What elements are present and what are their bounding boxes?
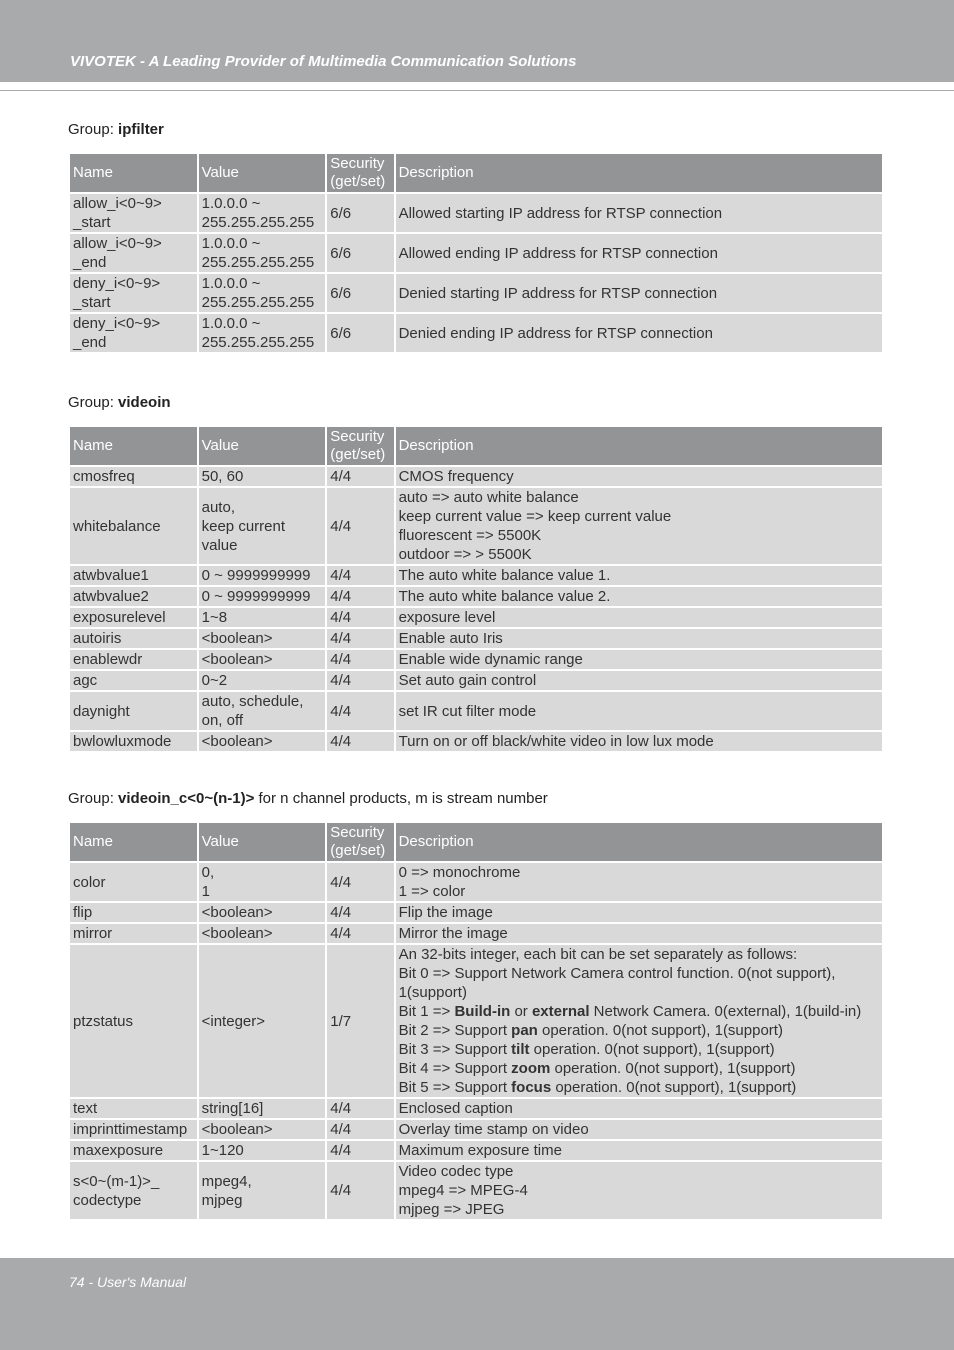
cell-line: mjpeg bbox=[201, 1191, 243, 1209]
group-name: ipfilter bbox=[118, 121, 164, 138]
cell-line: daynight bbox=[73, 702, 130, 720]
param-security-cell: 4/4 bbox=[327, 1141, 393, 1160]
param-value-cell bbox=[199, 1162, 326, 1219]
param-name-cell bbox=[70, 274, 197, 312]
cell-line: <boolean> bbox=[201, 651, 273, 668]
description-line: fluorescent => 5500K bbox=[398, 527, 542, 544]
column-header: Value bbox=[199, 427, 326, 465]
param-value-cell bbox=[199, 903, 326, 922]
emphasis: external bbox=[531, 1003, 590, 1020]
header-title: VIVOTEK - A Leading Provider of Multimedia Communication Solutions bbox=[70, 53, 577, 70]
cell-line: <boolean> bbox=[201, 904, 273, 921]
description-line: An 32-bits integer, each bit can be set separately as follows: bbox=[398, 946, 798, 963]
cell-line: value bbox=[201, 536, 238, 554]
param-name-cell bbox=[70, 488, 197, 564]
cell-line: 1.0.0.0 ~ bbox=[201, 235, 261, 252]
cell-line: whitebalance bbox=[73, 517, 161, 535]
param-name-cell bbox=[70, 924, 197, 943]
group-label-videoin bbox=[68, 394, 171, 411]
cell-line: 255.255.255.255 bbox=[201, 334, 315, 351]
param-security-cell: 4/4 bbox=[327, 566, 393, 585]
param-name-cell bbox=[70, 650, 197, 669]
param-security-cell: 6/6 bbox=[327, 194, 393, 232]
param-name-cell bbox=[70, 467, 197, 486]
cell-line: 1.0.0.0 ~ bbox=[201, 275, 261, 292]
param-description-cell bbox=[396, 903, 882, 922]
cell-line: codectype bbox=[73, 1191, 142, 1209]
param-value-cell bbox=[199, 608, 326, 627]
param-security-cell: 6/6 bbox=[327, 274, 393, 312]
cell-line: agc bbox=[73, 672, 98, 689]
param-description-cell bbox=[396, 608, 882, 627]
description-line: Allowed ending IP address for RTSP connection bbox=[398, 244, 718, 262]
column-header: Name bbox=[70, 427, 197, 465]
param-description-cell bbox=[396, 1162, 882, 1219]
column-header bbox=[327, 427, 393, 465]
cell-line: imprinttimestamp bbox=[73, 1121, 188, 1138]
table-row bbox=[70, 608, 882, 627]
description-line: Set auto gain control bbox=[398, 672, 537, 689]
emphasis: zoom bbox=[511, 1060, 551, 1077]
group-prefix: Group: bbox=[68, 121, 119, 138]
param-name-cell bbox=[70, 566, 197, 585]
param-value-cell bbox=[199, 650, 326, 669]
table-row bbox=[70, 863, 882, 901]
table-row bbox=[70, 314, 882, 352]
table-row bbox=[70, 194, 882, 232]
table-row bbox=[70, 234, 882, 272]
description-line: Video codec type bbox=[398, 1163, 514, 1180]
cell-line: 0 ~ 9999999999 bbox=[201, 588, 311, 605]
cell-line: allow_i<0~9> bbox=[73, 195, 162, 212]
emphasis: focus bbox=[511, 1079, 552, 1096]
column-header: Description bbox=[396, 823, 882, 861]
videoin-table bbox=[68, 425, 884, 753]
table-row bbox=[70, 924, 882, 943]
param-security-cell: 4/4 bbox=[327, 692, 393, 730]
table-row bbox=[70, 1120, 882, 1139]
cell-line: 0 ~ 9999999999 bbox=[201, 567, 311, 584]
description-line: Bit 3 => Support tilt operation. 0(not support), 1(support) bbox=[398, 1041, 775, 1058]
param-name-cell bbox=[70, 234, 197, 272]
group-suffix: for n channel products, m is stream number bbox=[254, 790, 548, 807]
cell-line: exposurelevel bbox=[73, 609, 166, 626]
param-value-cell bbox=[199, 234, 326, 272]
description-line: Enable auto Iris bbox=[398, 630, 503, 647]
param-description-cell bbox=[396, 314, 882, 352]
column-header bbox=[327, 154, 393, 192]
cell-line: bwlowluxmode bbox=[73, 733, 172, 750]
param-value-cell bbox=[199, 587, 326, 606]
cell-line: atwbvalue1 bbox=[73, 567, 149, 584]
cell-line: 255.255.255.255 bbox=[201, 214, 315, 231]
param-name-cell bbox=[70, 1141, 197, 1160]
emphasis: pan bbox=[511, 1022, 538, 1039]
header-rule bbox=[0, 90, 954, 91]
cell-line: 255.255.255.255 bbox=[201, 294, 315, 311]
description-line: Enable wide dynamic range bbox=[398, 651, 583, 668]
param-description-cell bbox=[396, 587, 882, 606]
cell-line: flip bbox=[73, 904, 93, 921]
param-security-cell: 4/4 bbox=[327, 732, 393, 751]
param-description-cell bbox=[396, 629, 882, 648]
param-description-cell bbox=[396, 488, 882, 564]
param-security-cell: 6/6 bbox=[327, 234, 393, 272]
param-description-cell bbox=[396, 566, 882, 585]
param-security-cell: 4/4 bbox=[327, 671, 393, 690]
cell-line: auto, bbox=[201, 498, 235, 516]
cell-line: 1.0.0.0 ~ bbox=[201, 315, 261, 332]
description-line: Enclosed caption bbox=[398, 1100, 513, 1117]
table-row bbox=[70, 692, 882, 730]
param-name-cell bbox=[70, 1162, 197, 1219]
group-name: videoin bbox=[118, 394, 171, 411]
param-value-cell bbox=[199, 945, 326, 1097]
cell-line: string[16] bbox=[201, 1100, 264, 1117]
cell-line: (get/set) bbox=[330, 842, 386, 859]
param-description-cell bbox=[396, 650, 882, 669]
cell-line: _start bbox=[73, 214, 111, 231]
description-line: 0 => monochrome bbox=[398, 864, 521, 881]
description-line: Overlay time stamp on video bbox=[398, 1121, 589, 1138]
param-value-cell bbox=[199, 194, 326, 232]
description-line: Bit 4 => Support zoom operation. 0(not support), 1(support) bbox=[398, 1060, 796, 1077]
param-value-cell bbox=[199, 629, 326, 648]
description-line: auto => auto white balance bbox=[398, 489, 579, 506]
param-value-cell bbox=[199, 274, 326, 312]
param-value-cell bbox=[199, 467, 326, 486]
param-security-cell: 4/4 bbox=[327, 608, 393, 627]
param-value-cell bbox=[199, 1120, 326, 1139]
cell-line: deny_i<0~9> bbox=[73, 315, 161, 332]
param-description-cell bbox=[396, 732, 882, 751]
param-description-cell bbox=[396, 274, 882, 312]
description-line: exposure level bbox=[398, 609, 496, 626]
cell-line: deny_i<0~9> bbox=[73, 275, 161, 292]
table-row bbox=[70, 650, 882, 669]
param-security-cell: 1/7 bbox=[327, 945, 393, 1097]
cell-line: 0~2 bbox=[201, 672, 228, 689]
description-line: Bit 1 => Build-in or external Network Camera. 0(external), 1(build-in) bbox=[398, 1003, 862, 1020]
param-description-cell bbox=[396, 671, 882, 690]
param-name-cell bbox=[70, 671, 197, 690]
table-row bbox=[70, 1141, 882, 1160]
param-security-cell: 4/4 bbox=[327, 863, 393, 901]
description-line: Bit 5 => Support focus operation. 0(not support), 1(support) bbox=[398, 1079, 797, 1096]
description-line: The auto white balance value 1. bbox=[398, 567, 611, 584]
param-name-cell bbox=[70, 863, 197, 901]
param-description-cell bbox=[396, 194, 882, 232]
param-security-cell: 6/6 bbox=[327, 314, 393, 352]
description-line: Bit 2 => Support pan operation. 0(not support), 1(support) bbox=[398, 1022, 783, 1039]
param-name-cell bbox=[70, 629, 197, 648]
param-description-cell bbox=[396, 234, 882, 272]
cell-line: allow_i<0~9> bbox=[73, 235, 162, 252]
param-value-cell bbox=[199, 488, 326, 564]
emphasis: tilt bbox=[511, 1041, 530, 1058]
description-line: mjpeg => JPEG bbox=[398, 1201, 505, 1218]
description-line: 1 => color bbox=[398, 883, 466, 900]
param-security-cell: 4/4 bbox=[327, 650, 393, 669]
cell-line: Security bbox=[330, 155, 385, 172]
param-description-cell bbox=[396, 692, 882, 730]
description-line: Allowed starting IP address for RTSP connection bbox=[398, 204, 723, 222]
table-row bbox=[70, 671, 882, 690]
videoin-c-table bbox=[68, 821, 884, 1221]
param-name-cell bbox=[70, 732, 197, 751]
cell-line: enablewdr bbox=[73, 651, 143, 668]
cell-line: 50, 60 bbox=[201, 468, 244, 485]
cell-line: s<0~(m-1)>_ bbox=[73, 1172, 160, 1190]
cell-line: on, off bbox=[201, 712, 244, 729]
description-line: Denied ending IP address for RTSP connection bbox=[398, 324, 713, 342]
param-name-cell bbox=[70, 1099, 197, 1118]
param-name-cell bbox=[70, 608, 197, 627]
param-value-cell bbox=[199, 1099, 326, 1118]
param-security-cell: 4/4 bbox=[327, 1120, 393, 1139]
param-name-cell bbox=[70, 945, 197, 1097]
table-row bbox=[70, 945, 882, 1097]
param-security-cell: 4/4 bbox=[327, 924, 393, 943]
param-value-cell bbox=[199, 566, 326, 585]
param-name-cell bbox=[70, 587, 197, 606]
column-header: Value bbox=[199, 154, 326, 192]
cell-line: text bbox=[73, 1100, 98, 1117]
table-row bbox=[70, 732, 882, 751]
footer-page-label: 74 - User's Manual bbox=[69, 1274, 187, 1290]
table-row bbox=[70, 587, 882, 606]
cell-line: Security bbox=[330, 428, 385, 445]
param-security-cell: 4/4 bbox=[327, 488, 393, 564]
table-row bbox=[70, 629, 882, 648]
cell-line: cmosfreq bbox=[73, 468, 135, 485]
table-header-row bbox=[70, 154, 882, 192]
description-line: The auto white balance value 2. bbox=[398, 588, 611, 605]
param-name-cell bbox=[70, 903, 197, 922]
param-description-cell bbox=[396, 1120, 882, 1139]
cell-line: _end bbox=[73, 254, 107, 271]
cell-line: 0, bbox=[201, 864, 215, 881]
param-value-cell bbox=[199, 692, 326, 730]
param-value-cell bbox=[199, 314, 326, 352]
cell-line: (get/set) bbox=[330, 446, 386, 463]
column-header: Description bbox=[396, 154, 882, 192]
table-row bbox=[70, 903, 882, 922]
param-name-cell bbox=[70, 692, 197, 730]
table-row bbox=[70, 274, 882, 312]
column-header: Description bbox=[396, 427, 882, 465]
column-header: Value bbox=[199, 823, 326, 861]
cell-line: _start bbox=[73, 294, 111, 311]
table-row bbox=[70, 1099, 882, 1118]
cell-line: <boolean> bbox=[201, 733, 273, 750]
ipfilter-table bbox=[68, 152, 884, 354]
table-row bbox=[70, 1162, 882, 1219]
cell-line: <boolean> bbox=[201, 630, 273, 647]
cell-line: auto, schedule, bbox=[201, 693, 304, 710]
param-security-cell: 4/4 bbox=[327, 1162, 393, 1219]
cell-line: <boolean> bbox=[201, 925, 273, 942]
param-name-cell bbox=[70, 1120, 197, 1139]
cell-line: autoiris bbox=[73, 630, 122, 647]
cell-line: mirror bbox=[73, 925, 113, 942]
description-line: outdoor => > 5500K bbox=[398, 546, 532, 563]
table-header-row bbox=[70, 823, 882, 861]
description-line: set IR cut filter mode bbox=[398, 702, 537, 720]
param-security-cell: 4/4 bbox=[327, 1099, 393, 1118]
cell-line: maxexposure bbox=[73, 1142, 164, 1159]
description-line: Denied starting IP address for RTSP connection bbox=[398, 284, 718, 302]
description-line: Maximum exposure time bbox=[398, 1142, 562, 1159]
description-line: CMOS frequency bbox=[398, 468, 514, 485]
param-security-cell: 4/4 bbox=[327, 467, 393, 486]
param-description-cell bbox=[396, 863, 882, 901]
description-line: Bit 0 => Support Network Camera control function. 0(not support), 1(support) bbox=[398, 965, 836, 1001]
footer-band bbox=[0, 1258, 954, 1350]
cell-line: 1 bbox=[201, 883, 210, 900]
table-row bbox=[70, 566, 882, 585]
param-description-cell bbox=[396, 1141, 882, 1160]
cell-line: Security bbox=[330, 824, 385, 841]
cell-line: 1~8 bbox=[201, 609, 228, 626]
column-header: Name bbox=[70, 823, 197, 861]
cell-line: 1.0.0.0 ~ bbox=[201, 195, 261, 212]
header-band bbox=[0, 0, 954, 82]
cell-line: color bbox=[73, 873, 106, 891]
group-prefix: Group: bbox=[68, 790, 119, 807]
cell-line: (get/set) bbox=[330, 173, 386, 190]
cell-line: <boolean> bbox=[201, 1121, 273, 1138]
cell-line: ptzstatus bbox=[73, 1012, 134, 1030]
column-header: Name bbox=[70, 154, 197, 192]
param-description-cell bbox=[396, 467, 882, 486]
group-prefix: Group: bbox=[68, 394, 119, 411]
description-line: Mirror the image bbox=[398, 925, 508, 942]
param-description-cell bbox=[396, 924, 882, 943]
param-value-cell bbox=[199, 1141, 326, 1160]
description-line: mpeg4 => MPEG-4 bbox=[398, 1182, 528, 1199]
description-line: Turn on or off black/white video in low lux mode bbox=[398, 733, 714, 750]
param-security-cell: 4/4 bbox=[327, 629, 393, 648]
emphasis: Build-in bbox=[454, 1003, 511, 1020]
cell-line: mpeg4, bbox=[201, 1172, 252, 1190]
column-header bbox=[327, 823, 393, 861]
param-security-cell: 4/4 bbox=[327, 903, 393, 922]
param-value-cell bbox=[199, 732, 326, 751]
param-security-cell: 4/4 bbox=[327, 587, 393, 606]
table-row bbox=[70, 488, 882, 564]
cell-line: atwbvalue2 bbox=[73, 588, 149, 605]
cell-line: _end bbox=[73, 334, 107, 351]
param-value-cell bbox=[199, 671, 326, 690]
cell-line: <integer> bbox=[201, 1012, 266, 1030]
param-name-cell bbox=[70, 314, 197, 352]
param-description-cell bbox=[396, 945, 882, 1097]
table-header-row bbox=[70, 427, 882, 465]
param-value-cell bbox=[199, 924, 326, 943]
group-label-ipfilter bbox=[68, 121, 164, 138]
cell-line: 1~120 bbox=[201, 1142, 244, 1159]
param-description-cell bbox=[396, 1099, 882, 1118]
table-row bbox=[70, 467, 882, 486]
description-line: keep current value => keep current value bbox=[398, 508, 672, 525]
description-line: Flip the image bbox=[398, 904, 493, 921]
param-value-cell bbox=[199, 863, 326, 901]
param-name-cell bbox=[70, 194, 197, 232]
group-name: videoin_c<0~(n-1)> bbox=[118, 790, 255, 807]
group-label-videoin-c bbox=[68, 790, 548, 807]
cell-line: keep current bbox=[201, 517, 286, 535]
cell-line: 255.255.255.255 bbox=[201, 254, 315, 271]
